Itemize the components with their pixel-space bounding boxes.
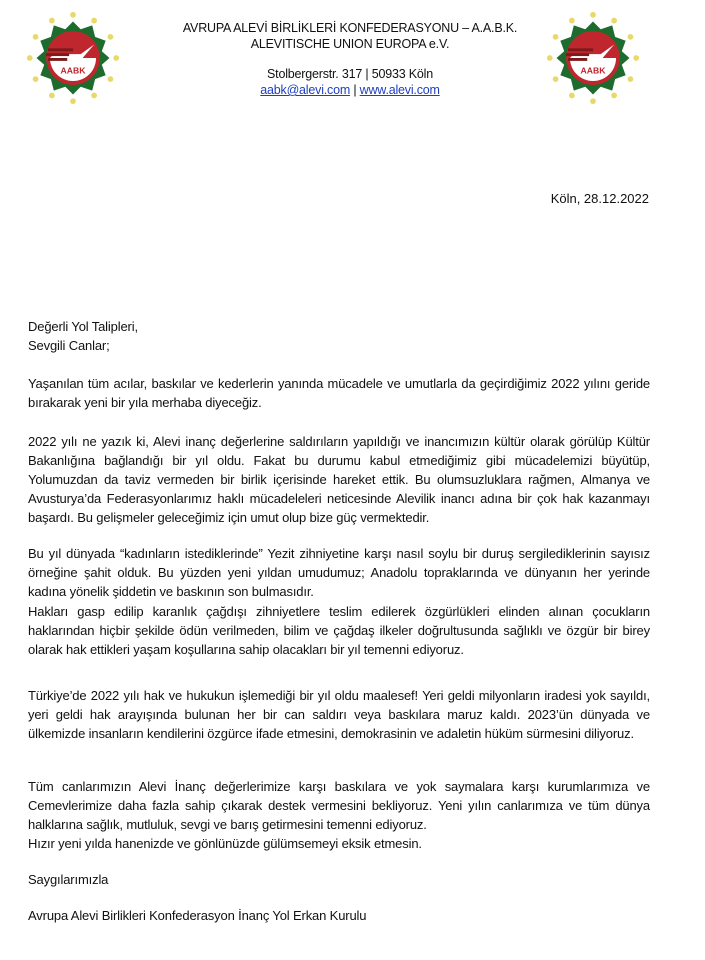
paragraph-5: Türkiye’de 2022 yılı hak ve hukukun işlemediği bir yıl oldu maalesef! Yeri geldi milyonların iradesi yok sayıldı, yeri geldi hak arayışında bulunan her bir can saldırı veya baskılara maruz kaldı. 2023’ün dünyada ve ülkemizde insanların kendilerini özgürce ifade etmesini, demokrasinin ve adaletin hüküm sürmesini diliyoruz. bbox=[28, 688, 650, 741]
signature: Avrupa Alevi Birlikleri Konfederasyon İnanç Yol Erkan Kurulu bbox=[28, 908, 367, 923]
paragraph-4: Hakları gasp edilip karanlık çağdışı zihniyetlere teslim edilerek özgürlükleri elinden alınan çocukların haklarından hiçbir şekilde ödün verilmeden, bilim ve çağdaş ilkeler doğrultusunda sağlıklı ve özgür bir birey olarak hak ettikleri yaşam koşullarına sahip olacakları bir yıl temenni ediyoruz. bbox=[28, 604, 650, 657]
website-link[interactable]: www.alevi.com bbox=[359, 83, 440, 97]
org-address: Stolbergerstr. 317 | 50933 Köln bbox=[267, 67, 433, 81]
aabk-logo-right bbox=[545, 10, 641, 106]
paragraph-6 bbox=[28, 777, 650, 853]
aabk-emblem-icon bbox=[545, 10, 641, 106]
greeting-line-1: Değerli Yol Talipleri, bbox=[28, 319, 138, 334]
svg-text:AABK: AABK bbox=[60, 65, 86, 76]
email-link[interactable]: aabk@alevi.com bbox=[260, 83, 351, 97]
org-name-tr: AVRUPA ALEVİ BİRLİKLERİ KONFEDERASYONU – A.A.B.K. bbox=[182, 21, 518, 35]
contact-separator: | bbox=[350, 83, 360, 97]
org-name-de: ALEVITISCHE UNION EUROPA e.V. bbox=[250, 37, 450, 51]
paragraph-1: Yaşanılan tüm acılar, baskılar ve kederlerin yanında mücadele ve umutlarla da geçirdiğimiz 2022 yılını geride bırakarak yeni bir yıla merhaba diyeceğiz. bbox=[28, 376, 650, 410]
letterhead bbox=[140, 20, 560, 98]
paragraph-2: 2022 yılı ne yazık ki, Alevi inanç değerlerine saldırıların yapıldığı ve inancımızın kültür olarak görülüp Kültür Bakanlığına bağlandığı bir yıl oldu. Fakat bu durumu kabul etmediğimiz gibi mücadelemizi büyütüp, Yolumuzdan da taviz vermeden bir birlik içerisinde hareket ettik. Bu olumsuzluklara rağmen, Almanya ve Avusturya’da Federasyonlarımız haklı mücadeleleri neticesinde Alevilik inancı adına bir çok hak kazanmayı başardı. Bu gelişmeler geleceğimiz için umut olup bize güç vermektedir. bbox=[28, 434, 650, 525]
contact-line bbox=[140, 82, 560, 98]
paragraph-3: Bu yıl dünyada “kadınların istediklerinde” Yezit zihniyetine karşı nasıl soylu bir duruş sergilediklerinin sayısız örneğine şahit olduk. Bu yüzden yeni yıldan umudumuz; Anadolu topraklarında ve dünyanın her yerinde kadına yönelik şiddetin ve baskının son bulmasıdır. bbox=[28, 546, 650, 599]
greeting-line-2: Sevgili Canlar; bbox=[28, 338, 110, 353]
greeting bbox=[28, 317, 650, 355]
letter-date: Köln, 28.12.2022 bbox=[550, 191, 649, 206]
closing: Saygılarımızla bbox=[28, 872, 109, 887]
aabk-emblem-icon bbox=[25, 10, 121, 106]
svg-text:AABK: AABK bbox=[580, 65, 606, 76]
paragraph-7-text: Hızır yeni yılda hanenizde ve gönlünüzde gülümsemeyi eksik etmesin. bbox=[28, 836, 422, 851]
paragraph-6-text: Tüm canlarımızın Alevi İnanç değerlerimize karşı baskılara ve yok saymalara karşı kurumlarımıza ve Cemevlerimize daha fazla sahip çıkarak destek vermesini bekliyoruz. Yeni yılın canlarımıza ve tüm dünya halklarına sağlık, mutluluk, sevgi ve barış getirmesini temenni ediyoruz. bbox=[28, 779, 650, 832]
aabk-logo-left bbox=[25, 10, 121, 106]
